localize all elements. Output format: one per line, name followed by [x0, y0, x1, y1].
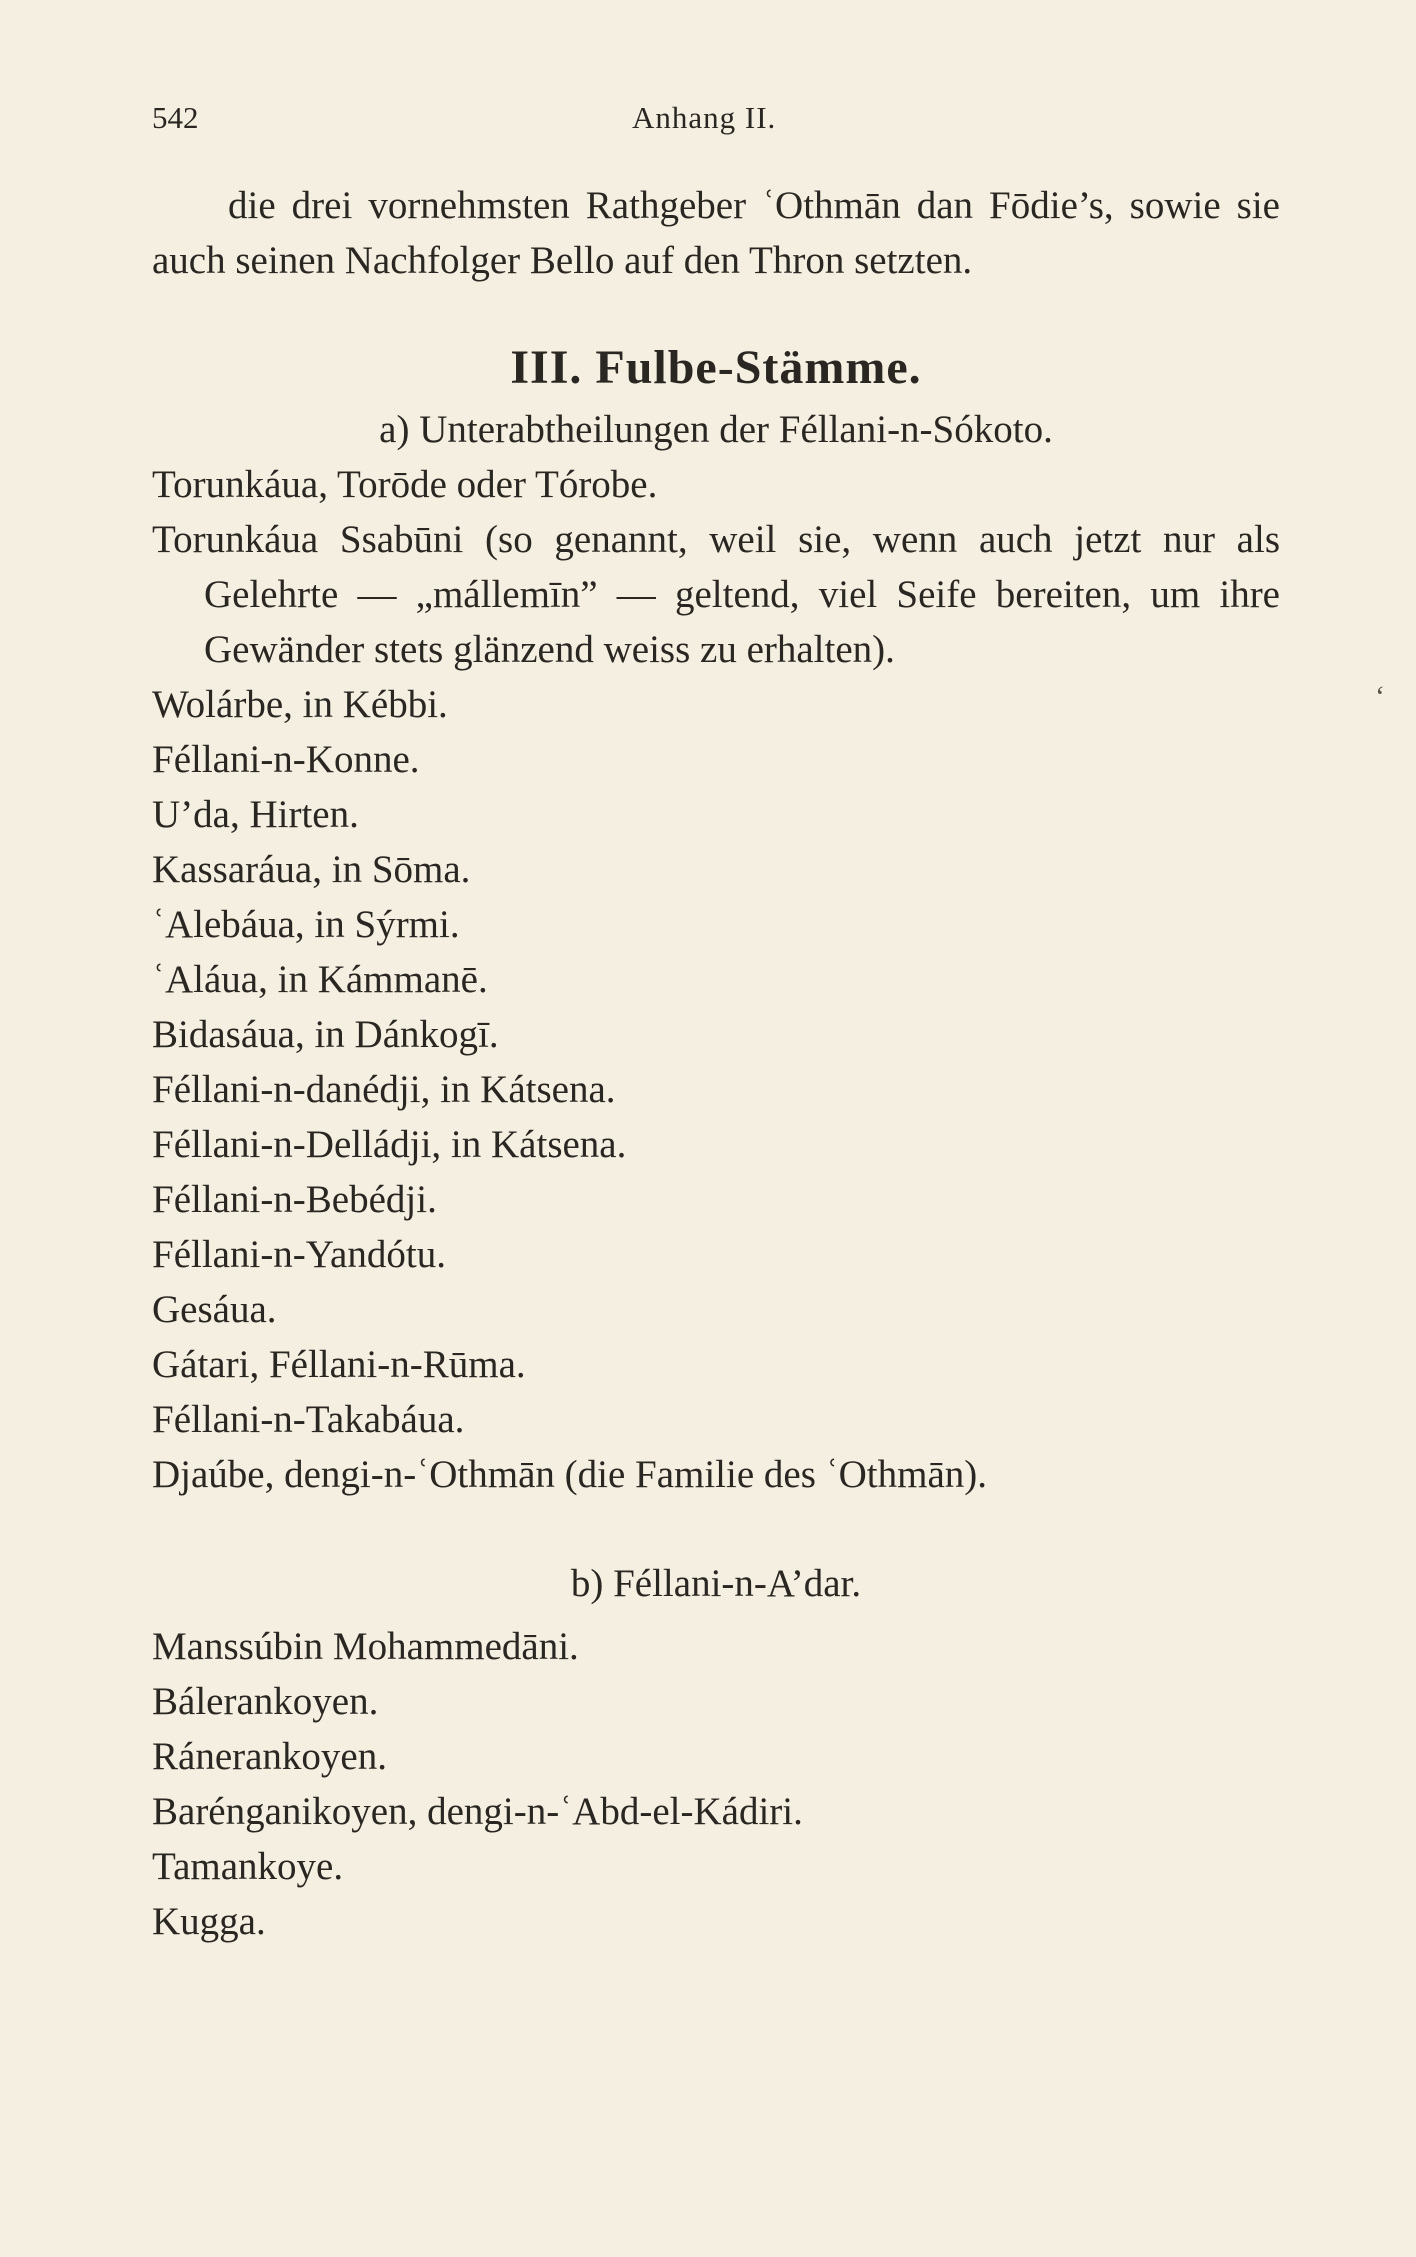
list-item: Ránerankoyen. — [152, 1735, 387, 1778]
list-item: Gesáua. — [152, 1288, 277, 1331]
intro-paragraph: die drei vornehmsten Rathgeber ʿOthmān dan Fōdie’s, sowie sie auch seinen Nachfolger Bello auf den Thron setzten. — [152, 184, 1280, 282]
list-item: Djaúbe, dengi-n-ʿOthmān (die Familie des ʿOthmān). — [152, 1453, 988, 1496]
margin-mark: ‘ — [1375, 680, 1385, 713]
list-item: Torunkáua Ssabūni (so genannt, weil sie, wenn auch jetzt nur als Gelehrte — „mállemīn” — geltend, viel Seife bereiten, um ihre Gewänder stets glänzend weiss zu erhalten). — [152, 518, 1280, 671]
list-item: Gátari, Féllani-n-Rūma. — [152, 1343, 526, 1386]
subsection-a-heading: a) Unterabtheilungen der Féllani-n-Sókoto. — [379, 408, 1053, 451]
list-item: Kugga. — [152, 1900, 266, 1943]
list-item: Barénganikoyen, dengi-n-ʿAbd-el-Kádiri. — [152, 1790, 803, 1833]
list-item: Manssúbin Mohammedāni. — [152, 1625, 579, 1668]
list-item: Wolárbe, in Kébbi. — [152, 683, 448, 726]
list-item: Bidasáua, in Dánkogī. — [152, 1013, 499, 1056]
list-item: Féllani-n-Bebédji. — [152, 1178, 437, 1221]
subsection-b-heading: b) Féllani-n-A’dar. — [570, 1562, 862, 1605]
list-item: Torunkáua, Torōde oder Tórobe. — [152, 463, 658, 506]
running-title: Anhang II. — [632, 100, 777, 135]
running-head — [152, 100, 1280, 150]
list-item: Kassaráua, in Sōma. — [152, 848, 471, 891]
page-number: 542 — [152, 100, 199, 135]
list-item: U’da, Hirten. — [152, 793, 359, 836]
subsection-b-list — [152, 1619, 1280, 1949]
list-item: ʿAláua, in Kámmanē. — [152, 958, 488, 1001]
list-item: Féllani-n-Yandótu. — [152, 1233, 446, 1276]
list-item: Féllani-n-Konne. — [152, 738, 420, 781]
list-item: Bálerankoyen. — [152, 1680, 379, 1723]
list-item: Tamankoye. — [152, 1845, 344, 1888]
list-item: Féllani-n-danédji, in Kátsena. — [152, 1068, 616, 1111]
subsection-a-list — [152, 457, 1280, 1502]
list-item: Féllani-n-Delládji, in Kátsena. — [152, 1123, 627, 1166]
list-item: ʿAlebáua, in Sýrmi. — [152, 903, 460, 946]
section-heading: III. Fulbe-Stämme. — [510, 341, 922, 394]
list-item: Féllani-n-Takabáua. — [152, 1398, 465, 1441]
body-text — [152, 178, 1280, 1949]
